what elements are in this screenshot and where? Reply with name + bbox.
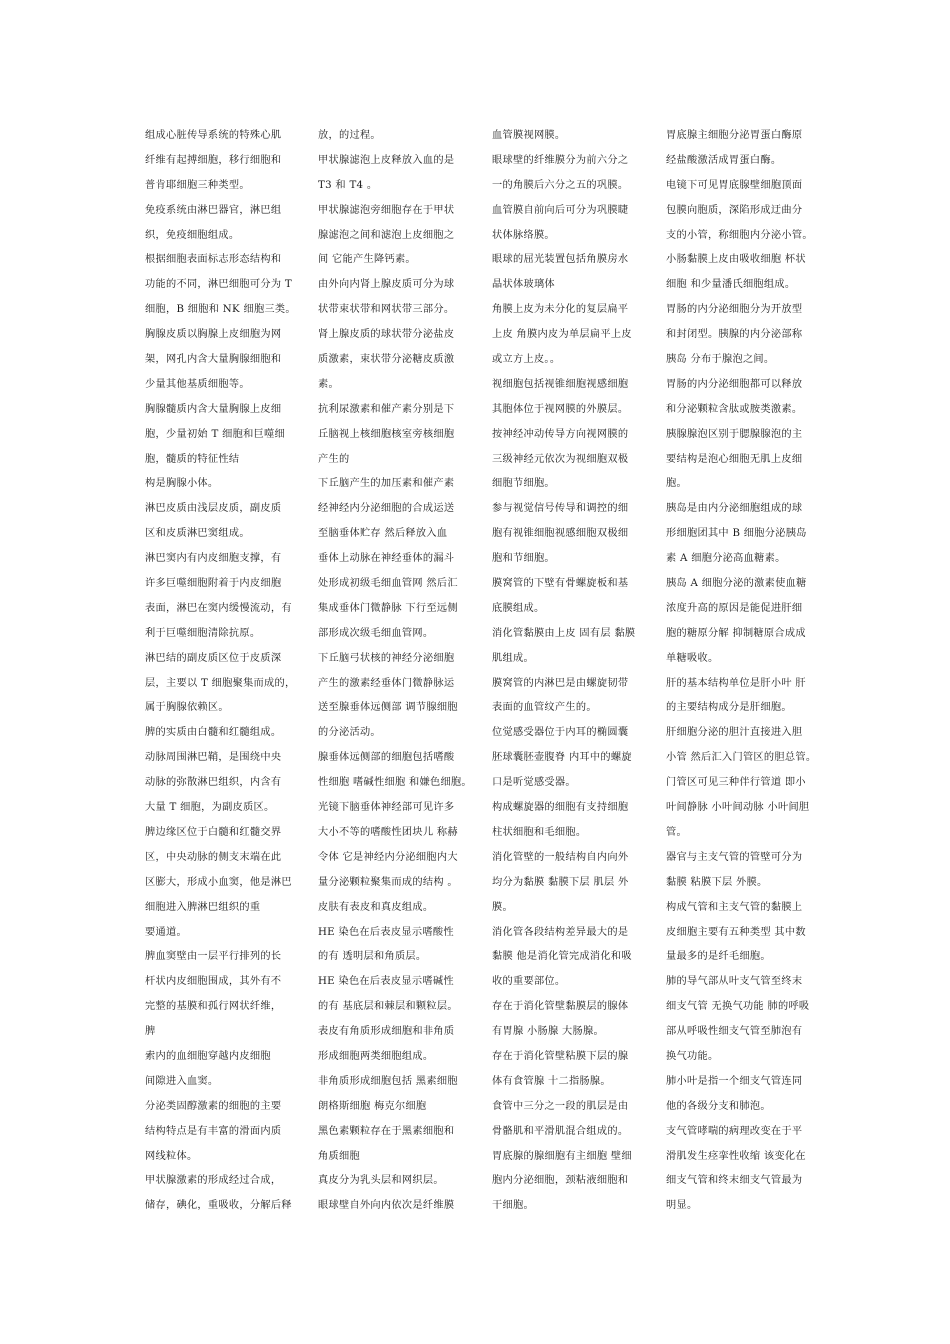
text-line: 真皮分为乳头层和网织层。 bbox=[318, 1175, 444, 1187]
text-line: 经神经内分泌细胞的合成运送 bbox=[318, 503, 455, 515]
text-line: 下丘脑弓状核的神经分泌细胞 bbox=[318, 652, 455, 664]
text-line: 素。 bbox=[318, 378, 339, 390]
text-line: 架，网孔内含大量胸腺细胞和 bbox=[145, 354, 282, 366]
text-line: 状体脉络膜。 bbox=[492, 229, 555, 241]
text-line: 胚球囊胚壶腹脊 内耳中的螺旋 bbox=[492, 752, 632, 764]
text-column-2 bbox=[318, 124, 472, 1219]
text-line: 产生的 bbox=[318, 453, 350, 465]
text-line: 免疫系统由淋巴器官，淋巴组 bbox=[145, 204, 282, 216]
text-line: 的有 透明层和角质层。 bbox=[318, 951, 427, 963]
text-line: 细支气管和终末细支气管最为 bbox=[666, 1175, 803, 1187]
text-line: 和分泌颗粒含肽或胺类激素。 bbox=[666, 403, 803, 415]
text-line: 胞。 bbox=[666, 478, 687, 490]
text-line: 放，的过程。 bbox=[318, 130, 381, 141]
text-line: 胃肠的内分泌细胞分为开放型 bbox=[666, 304, 803, 316]
text-line: 由外向内肾上腺皮质可分为球 bbox=[318, 279, 455, 291]
text-line: 存在于消化管壁粘膜下层的腺 bbox=[492, 1050, 629, 1062]
text-line: 送至腺垂体远侧部 调节腺细胞 bbox=[318, 702, 458, 714]
text-line: 胰岛 A 细胞分泌的激素使血糖 bbox=[666, 578, 807, 590]
text-line: HE 染色在后表皮显示嗜酸性 bbox=[318, 926, 454, 938]
text-line: 底膜组成。 bbox=[492, 602, 545, 614]
text-line: 杆状内皮细胞围成，其外有不 bbox=[145, 976, 282, 988]
text-line: 素 A 细胞分泌高血糖素。 bbox=[666, 553, 786, 565]
text-line: 胰岛 分布于腺泡之间。 bbox=[666, 354, 775, 366]
text-line: 门管区可见三种伴行管道 即小 bbox=[666, 777, 806, 789]
text-line: 胞，少量初始 T 细胞和巨噬细 bbox=[145, 428, 286, 440]
text-line: 索内的血细胞穿越内皮细胞 bbox=[145, 1050, 271, 1062]
text-line: 管。 bbox=[666, 826, 687, 838]
text-line: T3 和 T4 。 bbox=[318, 179, 378, 191]
text-line: 细胞进入脾淋巴组织的重 bbox=[145, 901, 261, 913]
text-line: 的有 基底层和棘层和颗粒层。 bbox=[318, 1001, 458, 1013]
text-line: 下丘脑产生的加压素和催产素 bbox=[318, 478, 455, 490]
text-line: 腺垂体远侧部的细胞包括嗜酸 bbox=[318, 752, 455, 764]
text-line: 食管中三分之一段的肌层是由 bbox=[492, 1100, 629, 1112]
text-line: 胸腺髓质内含大量胸腺上皮细 bbox=[145, 403, 282, 415]
text-line: 构是胸腺小体。 bbox=[145, 478, 219, 490]
text-line: 要结构是泡心细胞无肌上皮细 bbox=[666, 453, 803, 465]
text-line: 大小不等的嗜酸性团块儿 称赫 bbox=[318, 826, 458, 838]
text-line: 肌组成。 bbox=[492, 652, 534, 664]
text-line: 结构特点是有丰富的滑面内质 bbox=[145, 1125, 282, 1137]
text-line: 眼球的屈光装置包括角膜房水 bbox=[492, 254, 629, 266]
text-line: 层，主要以 T 细胞聚集而成的， bbox=[145, 677, 296, 689]
text-line: 功能的不同，淋巴细胞可分为 T bbox=[145, 279, 292, 291]
text-line: 角膜上皮为未分化的复层扁平 bbox=[492, 304, 629, 316]
text-line: 量分泌颗粒聚集而成的结构 。 bbox=[318, 876, 458, 888]
text-line: 质激素，束状带分泌糖皮质激 bbox=[318, 354, 455, 366]
text-line: 支的小管，称细胞内分泌小管。 bbox=[666, 229, 813, 241]
text-line: 消化管各段结构差异最大的是 bbox=[492, 926, 629, 938]
text-line: 完整的基膜和孤行网状纤维， bbox=[145, 1001, 282, 1013]
text-line: 柱状细胞和毛细胞。 bbox=[492, 826, 587, 838]
text-line: 小管 然后汇入门管区的胆总管。 bbox=[666, 752, 817, 764]
text-column-1 bbox=[145, 124, 296, 1219]
text-line: 其胞体位于视网膜的外膜层。 bbox=[492, 403, 629, 415]
text-line: 根据细胞表面标志形态结构和 bbox=[145, 254, 282, 266]
text-line: 位觉感受器位于内耳的椭圆囊 bbox=[492, 727, 629, 739]
text-line: 形成细胞两类细胞组成。 bbox=[318, 1050, 434, 1062]
text-line: 状带束状带和网状带三部分。 bbox=[318, 304, 455, 316]
text-line: 脾边缘区位于白髓和红髓交界 bbox=[145, 826, 282, 838]
text-line: 他的各级分支和肺泡。 bbox=[666, 1100, 771, 1112]
text-line: 胞的糖原分解 抑制糖原合成成 bbox=[666, 627, 806, 639]
text-line: 或立方上皮。。 bbox=[492, 354, 561, 366]
text-line: 集成垂体门微静脉 下行至远侧 bbox=[318, 602, 458, 614]
text-line: 膜窝管的内淋巴是由螺旋韧带 bbox=[492, 677, 629, 689]
text-line: 朗格斯细胞 梅克尔细胞 bbox=[318, 1100, 427, 1112]
text-column-4 bbox=[666, 124, 817, 1219]
text-line: 和封闭型。胰腺的内分泌部称 bbox=[666, 329, 803, 341]
text-line: 胰腺腺泡区别于腮腺腺泡的主 bbox=[666, 428, 803, 440]
text-line: 一的角膜后六分之五的巩膜。 bbox=[492, 179, 629, 191]
text-line: 胞内分泌细胞，颈粘液细胞和 bbox=[492, 1175, 629, 1187]
text-line: 部从呼吸性细支气管至肺泡有 bbox=[666, 1026, 803, 1038]
text-line: 光镜下脑垂体神经部可见许多 bbox=[318, 802, 455, 814]
text-line: 器官与主支气管的管壁可分为 bbox=[666, 851, 803, 863]
text-line: 间 它能产生降钙素。 bbox=[318, 254, 416, 266]
text-line: 眼球壁自外向内依次是纤维膜 bbox=[318, 1200, 455, 1212]
text-line: 明显。 bbox=[666, 1200, 698, 1212]
text-line: 小肠黏膜上皮由吸收细胞 杯状 bbox=[666, 254, 806, 266]
text-line: 参与视觉信号传导和调控的细 bbox=[492, 503, 629, 515]
text-line: 的主要结构成分是肝细胞。 bbox=[666, 702, 792, 714]
text-line: 网线粒体。 bbox=[145, 1150, 198, 1162]
text-line: 单糖吸收。 bbox=[666, 652, 719, 664]
text-line: HE 染色在后表皮显示嗜碱性 bbox=[318, 976, 454, 988]
text-line: 皮细胞主要有五种类型 其中数 bbox=[666, 926, 806, 938]
text-line: 膜窝管的下壁有骨螺旋板和基 bbox=[492, 578, 629, 590]
text-line: 肾上腺皮质的球状带分泌盐皮 bbox=[318, 329, 455, 341]
text-line: 经盐酸激活成胃蛋白酶。 bbox=[666, 154, 782, 166]
text-line: 非角质形成细胞包括 黑素细胞 bbox=[318, 1075, 458, 1087]
text-line: 换气功能。 bbox=[666, 1050, 719, 1062]
text-line: 存在于消化管壁黏膜层的腺体 bbox=[492, 1001, 629, 1013]
text-line: 收的重要部位。 bbox=[492, 976, 566, 988]
text-line: 淋巴皮质由浅层皮质，副皮质 bbox=[145, 503, 282, 515]
text-line: 口是听觉感受器。 bbox=[492, 777, 576, 789]
text-line: 黏膜 粘膜下层 外膜。 bbox=[666, 876, 768, 888]
text-line: 均分为黏膜 黏膜下层 肌层 外 bbox=[492, 876, 629, 888]
text-line: 大量 T 细胞，为副皮质区。 bbox=[145, 802, 275, 814]
text-line: 消化管壁的一般结构自内向外 bbox=[492, 851, 629, 863]
text-line: 皮肤有表皮和真皮组成。 bbox=[318, 901, 434, 913]
text-line: 胞和节细胞。 bbox=[492, 553, 555, 565]
text-line: 区膨大，形成小血窦，他是淋巴 bbox=[145, 876, 292, 888]
text-line: 淋巴结的副皮质区位于皮质深 bbox=[145, 652, 282, 664]
text-line: 脾血窦壁由一层平行排列的长 bbox=[145, 951, 282, 963]
text-line: 区，中央动脉的侧支末端在此 bbox=[145, 851, 282, 863]
text-line: 属于胸腺依赖区。 bbox=[145, 702, 229, 714]
text-line: 支气管哮喘的病理改变在于平 bbox=[666, 1125, 803, 1137]
text-line: 组成心脏传导系统的特殊心肌 bbox=[145, 130, 282, 141]
text-line: 细胞 和少量潘氏细胞组成。 bbox=[666, 279, 796, 291]
text-line: 角质细胞 bbox=[318, 1150, 360, 1162]
text-line: 黏膜 他是消化管完成消化和吸 bbox=[492, 951, 632, 963]
text-line: 利于巨噬细胞清除抗原。 bbox=[145, 627, 261, 639]
text-line: 血管膜自前向后可分为巩膜睫 bbox=[492, 204, 629, 216]
text-line: 动脉的弥散淋巴组织，内含有 bbox=[145, 777, 282, 789]
text-line: 间隙进入血窦。 bbox=[145, 1075, 219, 1087]
text-line: 眼球壁的纤维膜分为前六分之 bbox=[492, 154, 629, 166]
text-line: 的分泌活动。 bbox=[318, 727, 381, 739]
text-line: 叶间静脉 小叶间动脉 小叶间胆 bbox=[666, 802, 810, 814]
text-line: 令体 它是神经内分泌细胞内大 bbox=[318, 851, 458, 863]
text-line: 血管膜视网膜。 bbox=[492, 130, 566, 141]
text-line: 肺的导气部从叶支气管至终末 bbox=[666, 976, 803, 988]
text-line: 储存，碘化，重吸收，分解后释 bbox=[145, 1200, 292, 1212]
text-line: 膜。 bbox=[492, 901, 513, 913]
text-line: 腺滤泡之间和滤泡上皮细胞之 bbox=[318, 229, 455, 241]
text-line: 有胃腺 小肠腺 大肠腺。 bbox=[492, 1026, 604, 1038]
text-line: 构成气管和主支气管的黏膜上 bbox=[666, 901, 803, 913]
text-line: 处形成初级毛细血管网 然后汇 bbox=[318, 578, 458, 590]
text-line: 晶状体玻璃体 bbox=[492, 279, 555, 291]
text-line: 表皮有角质形成细胞和非角质 bbox=[318, 1026, 455, 1038]
text-line: 胞有视锥细胞视感细胞双极细 bbox=[492, 528, 629, 540]
text-line: 淋巴窦内有内皮细胞支撑，有 bbox=[145, 553, 282, 565]
text-line: 三级神经元依次为视细胞双极 bbox=[492, 453, 629, 465]
text-line: 许多巨噬细胞附着于内皮细胞 bbox=[145, 578, 282, 590]
text-line: 丘脑视上核细胞核室旁核细胞 bbox=[318, 428, 455, 440]
text-line: 胸腺皮质以胸腺上皮细胞为网 bbox=[145, 329, 282, 341]
text-line: 细支气管 无换气功能 肺的呼吸 bbox=[666, 1001, 810, 1013]
text-line: 部形成次级毛细血管网。 bbox=[318, 627, 434, 639]
text-line: 性细胞 嗜碱性细胞 和嫌色细胞。 bbox=[318, 777, 472, 789]
text-line: 甲状腺滤泡旁细胞存在于甲状 bbox=[318, 204, 455, 216]
text-column-3 bbox=[492, 124, 640, 1219]
text-line: 包膜向胞质，深陷形成迂曲分 bbox=[666, 204, 803, 216]
text-line: 纤维有起搏细胞，移行细胞和 bbox=[145, 154, 282, 166]
text-line: 细胞，B 细胞和 NK 细胞三类。 bbox=[145, 304, 296, 316]
text-line: 肝的基本结构单位是肝小叶 肝 bbox=[666, 677, 806, 689]
text-line: 骨骼肌和平滑肌混合组成的。 bbox=[492, 1125, 629, 1137]
text-line: 胃底腺的腺细胞有主细胞 壁细 bbox=[492, 1150, 632, 1162]
text-line: 甲状腺滤泡上皮释放入血的是 bbox=[318, 154, 455, 166]
text-line: 抗利尿激素和催产素分别是下 bbox=[318, 403, 455, 415]
text-line: 量最多的是纤毛细胞。 bbox=[666, 951, 771, 963]
text-line: 浓度升高的原因是能促进肝细 bbox=[666, 602, 803, 614]
text-line: 垂体上动脉在神经垂体的漏斗 bbox=[318, 553, 455, 565]
text-line: 形细胞团其中 B 细胞分泌胰岛 bbox=[666, 528, 807, 540]
text-line: 区和皮质淋巴窦组成。 bbox=[145, 528, 250, 540]
text-line: 动脉周围淋巴鞘，是围绕中央 bbox=[145, 752, 282, 764]
text-line: 按神经冲动传导方向视网膜的 bbox=[492, 428, 629, 440]
text-line: 少量其他基质细胞等。 bbox=[145, 378, 250, 390]
text-line: 表面，淋巴在窦内缓慢流动，有 bbox=[145, 602, 292, 614]
text-line: 干细胞。 bbox=[492, 1200, 534, 1212]
text-line: 至脑垂体贮存 然后释放入血 bbox=[318, 528, 448, 540]
text-line: 胰岛是由内分泌细胞组成的球 bbox=[666, 503, 803, 515]
text-line: 细胞节细胞。 bbox=[492, 478, 555, 490]
text-line: 分泌类固醇激素的细胞的主要 bbox=[145, 1100, 282, 1112]
text-line: 胞，髓质的特征性结 bbox=[145, 453, 240, 465]
text-line: 甲状腺激素的形成经过合成， bbox=[145, 1175, 282, 1187]
text-line: 肝细胞分泌的胆汁直接进入胆 bbox=[666, 727, 803, 739]
text-line: 脾的实质由白髓和红髓组成。 bbox=[145, 727, 282, 739]
text-line: 普肯耶细胞三种类型。 bbox=[145, 179, 250, 191]
text-line: 脾 bbox=[145, 1026, 156, 1038]
text-line: 视细胞包括视锥细胞视感细胞 bbox=[492, 378, 629, 390]
text-line: 滑肌发生痉挛性收缩 该变化在 bbox=[666, 1150, 806, 1162]
text-line: 电镜下可见胃底腺壁细胞顶面 bbox=[666, 179, 803, 191]
text-line: 构成螺旋器的细胞有支持细胞 bbox=[492, 802, 629, 814]
text-line: 黑色素颗粒存在于黑素细胞和 bbox=[318, 1125, 455, 1137]
text-line: 胃肠的内分泌细胞都可以释放 bbox=[666, 378, 803, 390]
text-line: 产生的激素经垂体门微静脉运 bbox=[318, 677, 455, 689]
text-line: 织，免疫细胞组成。 bbox=[145, 229, 240, 241]
text-line: 要通道。 bbox=[145, 926, 187, 938]
text-line: 体有食管腺 十二指肠腺。 bbox=[492, 1075, 611, 1087]
text-line: 表面的血管纹产生的。 bbox=[492, 702, 597, 714]
text-line: 上皮 角膜内皮为单层扁平上皮 bbox=[492, 329, 632, 341]
text-line: 肺小叶是指一个细支气管连同 bbox=[666, 1075, 803, 1087]
text-line: 胃底腺主细胞分泌胃蛋白酶原 bbox=[666, 130, 803, 141]
text-line: 消化管黏膜由上皮 固有层 黏膜 bbox=[492, 627, 636, 639]
